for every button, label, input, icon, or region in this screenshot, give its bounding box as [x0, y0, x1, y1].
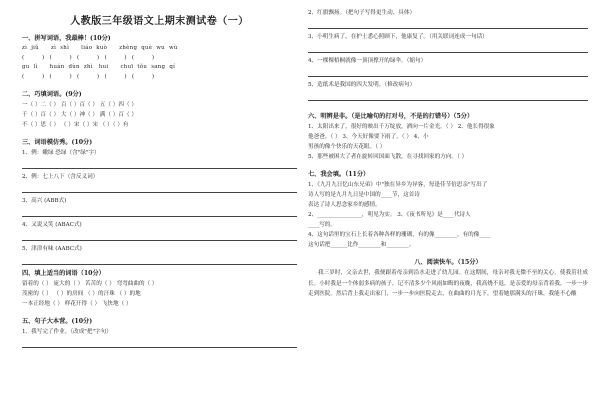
judge-q3[interactable]: 男孩的像个快乐的天花眼。（ ） [308, 144, 386, 150]
section-1-heading: 一、拼写词语，我最棒！(10分) [22, 35, 111, 42]
answer-brackets-row-1[interactable]: ( ) ( ) ( ) ( ) ( ) [22, 55, 155, 61]
answer-line[interactable] [308, 43, 588, 53]
fill-q1[interactable]: 1、《九月九日忆山东兄弟》中"独在异乡为异客，每逢佳节倍思亲"写出了 [308, 182, 488, 188]
answer-line[interactable] [308, 67, 588, 77]
left-column [22, 8, 297, 398]
sentence-q1: 1、我写完了作业。（改成"把"字句） [22, 329, 112, 335]
answer-brackets-row-2[interactable]: ( ) ( ) ( ) ( ) ( ) [22, 74, 155, 80]
right-column [308, 8, 588, 398]
sentence-q4: 4、一棵棵梧桐就像一顶顶撑开的绿伞。（缩句） [308, 58, 427, 64]
section-6-heading: 六、明辨是非。（是比喻句的打对号，不是的打错号）（5分） [308, 113, 474, 120]
section-4-heading: 四、填上适当的词语（10分） [22, 270, 105, 277]
fill-words-row-3[interactable]: 一本正经地（ ） 样花开得（ ） 飞快地（ ） [22, 301, 132, 307]
section-5-heading: 五、句子大本营。(10分) [22, 318, 93, 325]
pinyin-row-2: gu lì huán dùn zhì hui chuī tǒu sang qí [22, 64, 176, 70]
fill-words-row-1[interactable]: 留着的（ ） 庞大的（ ） 苦苦的（ ） 弯弯曲曲的（ ） [22, 281, 158, 287]
answer-line[interactable] [22, 338, 297, 348]
word-imitation-q3: 3、高兴 (ABB式) [22, 198, 67, 204]
word-imitation-q5: 5、津津有味 (AABC式) [22, 246, 82, 252]
section-7-heading: 七、我会填。（11分） [308, 171, 370, 178]
idiom-fill-row-1[interactable]: 一（ ）二（ ） 百（ ）百（ ） 五（ ）四（ ） [22, 102, 137, 108]
fill-q2[interactable]: 2、________________，明见为实。 3、《夜书所见》是____代诗人 [308, 212, 471, 218]
fill-q1-cont2: 表达了诗人思念家乡的感情。 [308, 202, 381, 208]
idiom-fill-row-2[interactable]: 千（ ）百（ ） 大（ ）神（ ） 满（ ）百（ ） [22, 112, 137, 118]
fill-words-row-2[interactable]: 茂密的（ ） （ ）的房间 （ ）的汗珠 （ ）的地 [22, 291, 141, 297]
answer-line[interactable] [22, 231, 297, 241]
answer-line[interactable] [22, 207, 297, 217]
fill-q3[interactable]: 4、这句话里的宝石上长着各种各样的珊瑚，有的像________，有的像____ [308, 232, 491, 238]
answer-line[interactable] [308, 19, 588, 29]
fill-q1-cont[interactable]: 诗人写的是九月九日是中国的____节，这首诗 [308, 192, 420, 198]
pinyin-row-1: zì jiǔ zì shì liáo kuò zhèng què wu wù [22, 45, 178, 51]
answer-line[interactable] [22, 183, 297, 193]
fill-q3-cont[interactable]: 这句话把______比作________和________。 [308, 242, 415, 248]
answer-line[interactable] [22, 159, 297, 169]
idiom-fill-row-3[interactable]: 不（ ）思（ ） （ ）宋（ ）宋 （ ）（ ）有 [22, 122, 129, 128]
exam-title: 人教版三年级语文上期末测试卷（一） [70, 16, 249, 27]
word-imitation-q2: 2、例：七上八下（含反义词） [22, 174, 99, 180]
section-2-heading: 二、巧填词语。(9分) [22, 91, 82, 98]
answer-line[interactable] [22, 255, 297, 265]
judge-q1[interactable]: 1、太阳出来了，很好的映出千万绽放，洒向一片金光。（ ） 2、他长得很象 [308, 124, 495, 130]
word-imitation-q4: 4、又说又笑 (ABAC式) [22, 222, 82, 228]
section-3-heading: 三、词语模仿秀。(10分) [22, 139, 93, 146]
sentence-q3: 3、小明生病了，在护士悉心照顾下，他康复了。（用关联词连成一句话） [308, 34, 488, 40]
fill-q2-cont[interactable]: ____写的。 [308, 222, 336, 228]
word-imitation-q1: 1、例：嫩绿 恐绿（含"绿"字） [22, 150, 100, 156]
sentence-q5: 5、造纸术是我国的四大发明。（修改病句） [308, 82, 416, 88]
section-8-heading: 八、阅读快车。（15分） [414, 259, 482, 266]
reading-passage: 我三岁时，父亲去世，我便跟着母亲到沿水走进了幼儿园。在这期间，母亲对我无微不至的关心，使我茁壮成长。小时我是一个体弱多病的孩子，记不清多少个风雨如晦的夜晚，我高烧不退，是亲爱的母亲背着我，一步一步走到医院。然后背上我走出家门，一步一步向医院走去，在曲曲的月光下，望着她那满头的汗珠，我能不心酸 [308, 270, 588, 297]
answer-line[interactable] [308, 91, 588, 101]
judge-q2[interactable]: 他爸爸。（ ） 3、今天好像要下雨了。（ ） 4、小 [308, 134, 429, 140]
sentence-q2: 2、红旗飘扬。（把句子写得更生动、具体） [308, 10, 416, 16]
judge-q4[interactable]: 5、那些被困大了者在旋转回国面飞散，在寻找回家的方向。（ ） [308, 154, 468, 160]
